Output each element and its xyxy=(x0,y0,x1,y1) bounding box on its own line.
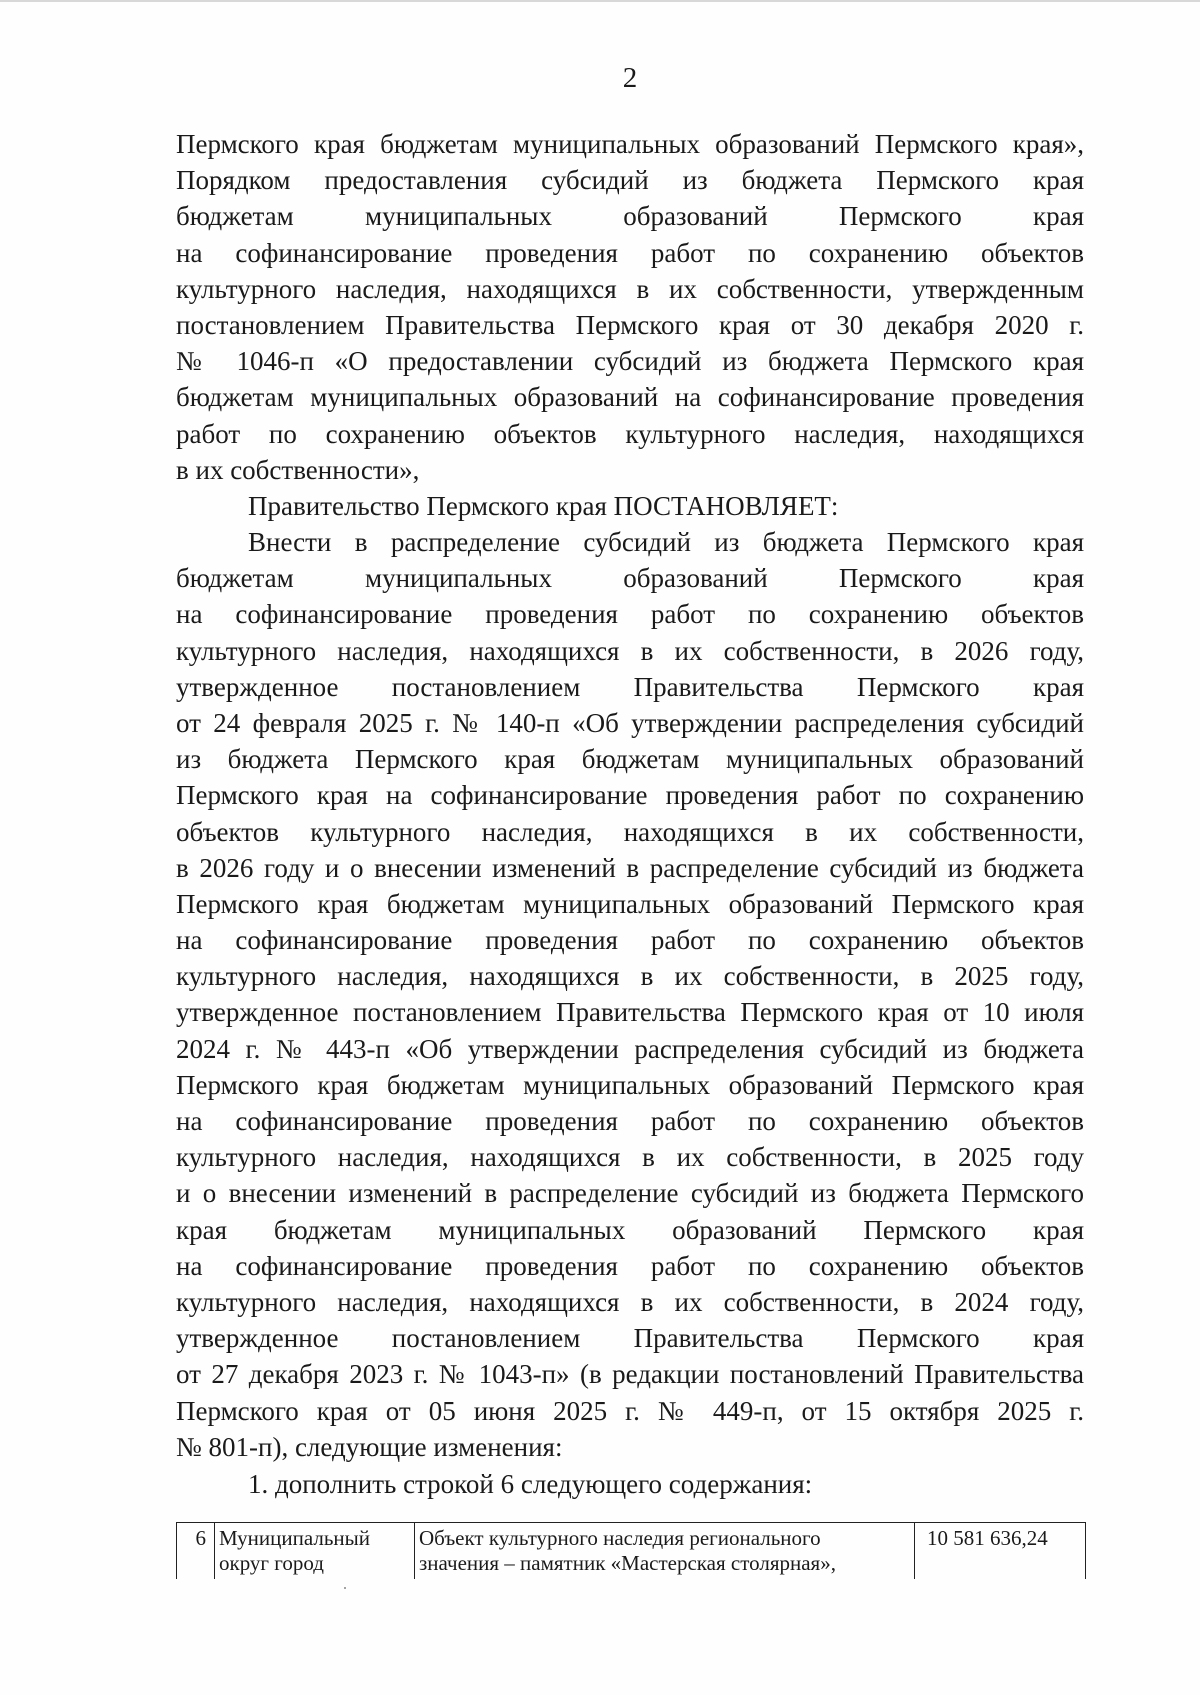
paragraph-legal-basis xyxy=(176,126,1084,488)
text-line: от 27 декабря 2023 г. № 1043-п» (в редакции постановлений Правительства xyxy=(176,1359,1084,1390)
paragraph-amendment xyxy=(176,524,1084,1465)
text-line: бюджетам муниципальных образований Пермского края xyxy=(176,201,1084,232)
text-line: культурного наследия, находящихся в их собственности, утвержденным xyxy=(176,273,1084,304)
table-cell-object xyxy=(415,1523,915,1579)
table-cell-amount: 10 581 636,24 xyxy=(927,1526,1048,1550)
table-cell-municipality xyxy=(215,1523,415,1579)
text-line: Пермского края бюджетам муниципальных образований Пермского края», xyxy=(176,129,1084,159)
text-line: объектов культурного наследия, находящихся в их собственности, xyxy=(176,816,1084,847)
text-line: Пермского края на софинансирование проведения работ по сохранению xyxy=(176,780,1084,811)
text-line: постановлением Правительства Пермского края от 30 декабря 2020 г. xyxy=(176,309,1084,340)
page-number: 2 xyxy=(622,62,638,94)
text-line: и о внесении изменений в распределение субсидий из бюджета Пермского xyxy=(176,1178,1084,1209)
text-line: культурного наследия, находящихся в их собственности, в 2026 году, xyxy=(176,635,1084,666)
text-line: края бюджетам муниципальных образований Пермского края xyxy=(176,1214,1084,1245)
text-line: Пермского края бюджетам муниципальных образований Пермского края xyxy=(176,1069,1084,1100)
text-line: Правительство Пермского края ПОСТАНОВЛЯЕТ: xyxy=(248,491,839,521)
text-line: № 1046-п «О предоставлении субсидий из бюджета Пермского края xyxy=(176,346,1084,377)
table-cell-row-number: 6 xyxy=(177,1523,215,1579)
paragraph-resolution xyxy=(176,488,1084,524)
text-line: Внести в распределение субсидий из бюджета Пермского края xyxy=(248,527,1084,557)
text-line: на софинансирование проведения работ по сохранению объектов xyxy=(176,1106,1084,1136)
text-line: бюджетам муниципальных образований на софинансирование проведения xyxy=(176,382,1084,413)
text-line: работ по сохранению объектов культурного наследия, находящихся xyxy=(176,418,1084,449)
text-line: из бюджета Пермского края бюджетам муниципальных образований xyxy=(176,744,1084,775)
text-line: утвержденное постановлением Правительства Пермского края xyxy=(176,671,1084,702)
text-line: 2024 г. № 443-п «Об утверждении распределения субсидий из бюджета xyxy=(176,1033,1084,1064)
subsidy-table xyxy=(176,1522,1086,1579)
text-line: от 24 февраля 2025 г. № 140-п «Об утверждении распределения субсидий xyxy=(176,707,1084,738)
text-line: в 2026 году и о внесении изменений в распределение субсидий из бюджета xyxy=(176,852,1084,883)
text-line: утвержденное постановлением Правительства Пермского края от 10 июля xyxy=(176,997,1084,1028)
text-line: Пермского края бюджетам муниципальных образований Пермского края xyxy=(176,888,1084,919)
text-line: 1. дополнить строкой 6 следующего содержания: xyxy=(248,1469,813,1499)
text-line: на софинансирование проведения работ по сохранению объектов xyxy=(176,599,1084,630)
table-cell-object-line-2: значения – памятник «Мастерская столярная», xyxy=(419,1551,836,1575)
text-line: в их собственности», xyxy=(176,454,420,485)
scan-speck xyxy=(344,1587,346,1589)
table-cell-municipality-line-1: Муниципальный xyxy=(219,1526,370,1550)
text-line: Порядком предоставления субсидий из бюджета Пермского края xyxy=(176,165,1084,196)
text-line: культурного наследия, находящихся в их собственности, в 2025 году, xyxy=(176,961,1084,992)
text-line: бюджетам муниципальных образований Пермского края xyxy=(176,563,1084,594)
text-line: культурного наследия, находящихся в их собственности, в 2025 году xyxy=(176,1142,1084,1173)
table-cell-object-line-1: Объект культурного наследия регионального xyxy=(419,1526,821,1550)
page-top-edge xyxy=(0,0,1200,2)
text-line: № 801-п), следующие изменения: xyxy=(176,1431,563,1462)
text-line: на софинансирование проведения работ по сохранению объектов xyxy=(176,925,1084,956)
text-line: на софинансирование проведения работ по сохранению объектов xyxy=(176,237,1084,268)
table-cell-municipality-line-2: округ город xyxy=(219,1551,324,1575)
text-line: Пермского края от 05 июня 2025 г. № 449-п, от 15 октября 2025 г. xyxy=(176,1395,1084,1426)
paragraph-item-1 xyxy=(176,1466,1084,1502)
text-line: культурного наследия, находящихся в их собственности, в 2024 году, xyxy=(176,1286,1084,1317)
text-line: на софинансирование проведения работ по сохранению объектов xyxy=(176,1250,1084,1281)
text-line: утвержденное постановлением Правительства Пермского края xyxy=(176,1323,1084,1354)
